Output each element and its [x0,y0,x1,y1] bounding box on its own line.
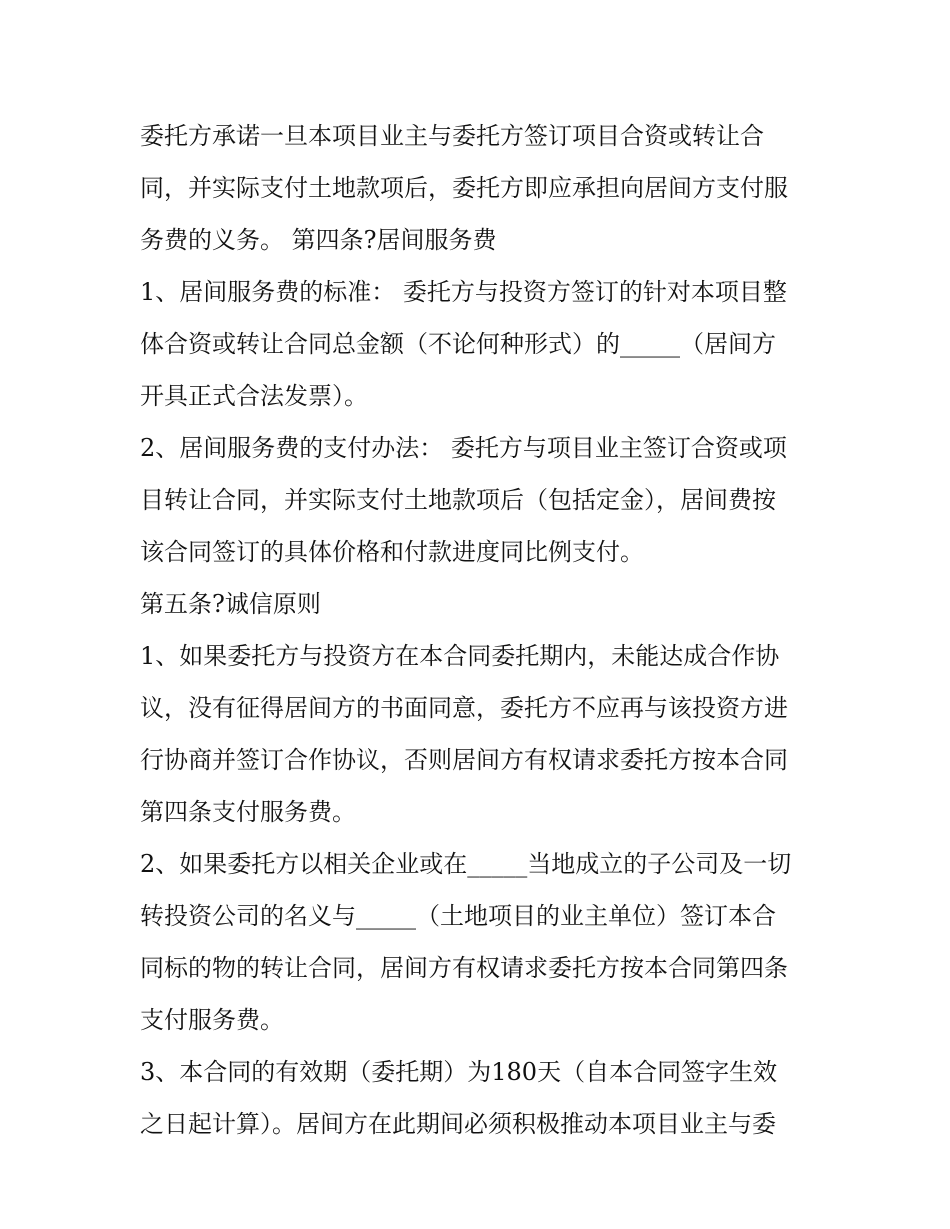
text-line: 开具正式合法发票）。 [140,382,368,410]
text-line: 3、本合同的有效期（委托期）为180天（自本合同签字生效 [140,1058,778,1086]
text-line: 体合资或转让合同总金额（不论何种形式）的_____（居间方 [140,330,776,358]
text-line: 议，没有征得居间方的书面同意，委托方不应再与该投资方进 [140,694,788,722]
text-line: 同标的物的转让合同，居间方有权请求委托方按本合同第四条 [140,954,788,982]
text-line: 务费的义务。 第四条?居间服务费 [140,226,497,254]
text-line: 1、如果委托方与投资方在本合同委托期内，未能达成合作协 [140,642,780,670]
text-line: 转投资公司的名义与_____（土地项目的业主单位）签订本合 [140,902,776,930]
text-line: 第四条支付服务费。 [140,798,356,826]
text-line: 目转让合同，并实际支付土地款项后（包括定金），居间费按 [140,486,776,514]
text-line: 该合同签订的具体价格和付款进度同比例支付。 [140,538,644,566]
document-page [140,110,820,1150]
text-line: 第五条?诚信原则 [140,590,321,618]
text-line: 支付服务费。 [140,1006,284,1034]
text-line: 1、居间服务费的标准： 委托方与投资方签订的针对本项目整 [140,278,787,306]
text-line: 2、居间服务费的支付办法： 委托方与项目业主签订合资或项 [140,434,787,462]
text-line: 委托方承诺一旦本项目业主与委托方签订项目合资或转让合 [140,122,764,150]
text-line: 之日起计算）。居间方在此期间必须积极推动本项目业主与委 [140,1110,776,1138]
text-line: 同，并实际支付土地款项后，委托方即应承担向居间方支付服 [140,174,788,202]
text-line: 2、如果委托方以相关企业或在_____当地成立的子公司及一切 [140,850,792,878]
text-line: 行协商并签订合作协议，否则居间方有权请求委托方按本合同 [140,746,788,774]
